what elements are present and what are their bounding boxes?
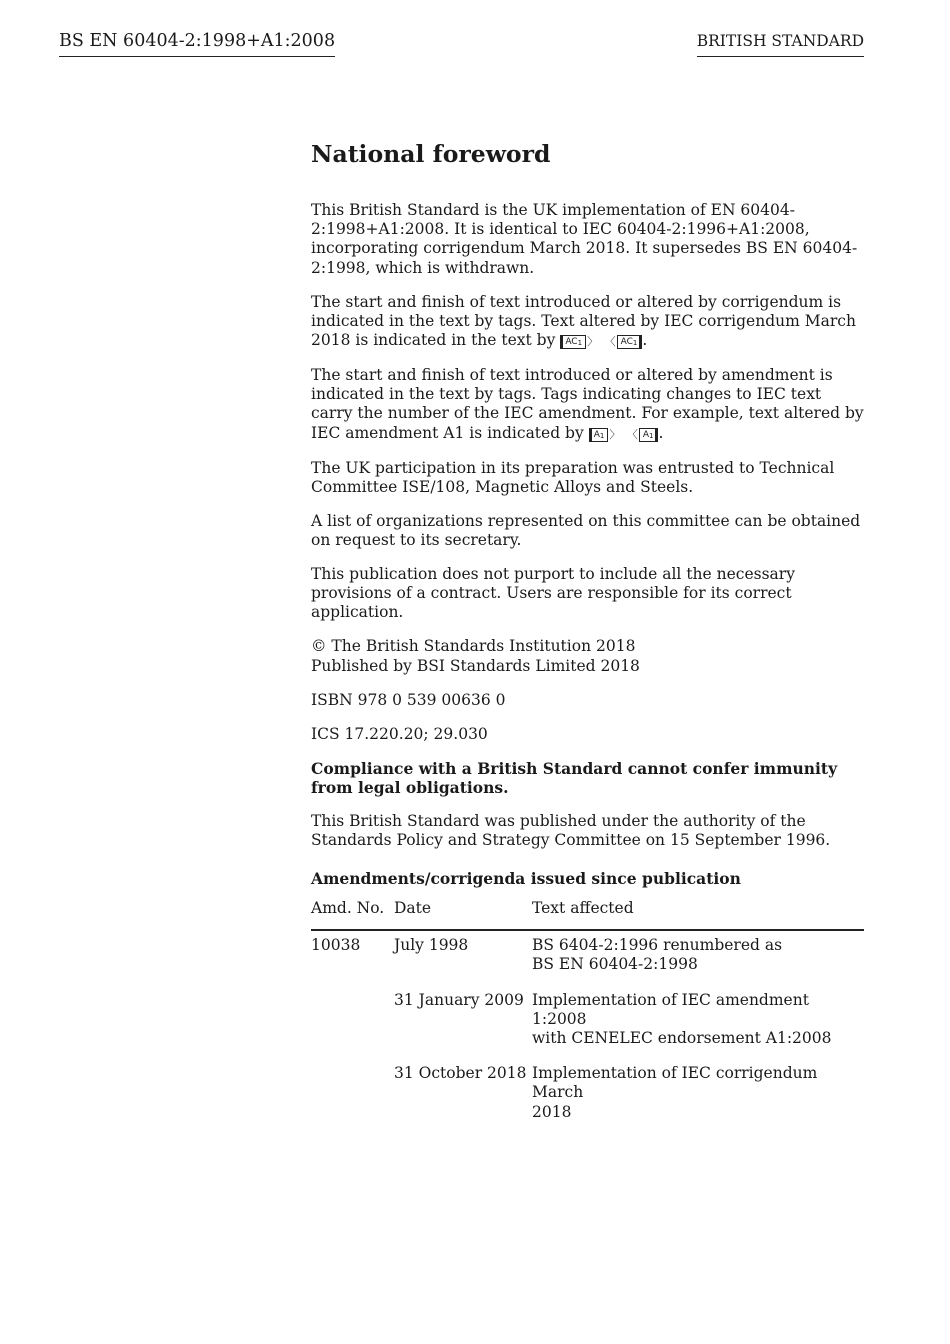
table-header-row xyxy=(311,899,864,930)
amendment-tags-paragraph: The start and finish of text introduced or altered by amendment is indicated in the text by tags. Tags indicating changes to IEC text carry the number of the IEC amendment. For example, text altered by IEC amendment A1 is indicated by $A_1$ 〉 〈 $A_1$ . xyxy=(311,366,864,442)
table-row xyxy=(311,975,864,1049)
corrigendum-tags-text: The start and finish of text introduced or altered by corrigendum is indicated in the text by tags. Text altered by IEC corrigendum March 2018 is indicated in the text by xyxy=(311,292,856,350)
table-row xyxy=(311,930,864,974)
tag-arrow-right-icon: 〉 xyxy=(587,335,599,349)
corrigendum-end-tag-icon: $AC_1$ xyxy=(617,335,643,349)
header-series-label: BRITISH STANDARD xyxy=(697,32,864,57)
provisions-paragraph: This publication does not purport to include all the necessary provisions of a contract. Users are responsible for its correct application. xyxy=(311,565,795,622)
amendments-table xyxy=(311,899,864,1122)
amd-number-cell: 10038 xyxy=(311,936,361,955)
column-header-amd-no: Amd. No. xyxy=(311,899,394,930)
corrigendum-tags-paragraph: The start and finish of text introduced or altered by corrigendum is indicated in the text by tags. Text altered by IEC corrigendum March 2018 is indicated in the text by $AC_1$ 〉 〈 $AC_1$ . xyxy=(311,292,856,350)
page-title: National foreword xyxy=(311,140,551,168)
tag-arrow-right-icon: 〉 xyxy=(609,427,621,441)
column-header-date: Date xyxy=(394,899,532,930)
text-affected-cell: Implementation of IEC amendment 1:2008 with CENELEC endorsement A1:2008 xyxy=(532,990,832,1048)
tag-arrow-left-icon: 〈 xyxy=(610,335,616,349)
national-foreword-section xyxy=(311,139,864,1122)
implementation-paragraph: This British Standard is the UK implementation of EN 60404-2:1998+A1:2008. It is identical to IEC 60404-2:1996+A1:2008, incorporating corrigendum March 2018. It supersedes BS EN 60404-2:1998, which is withdrawn. xyxy=(311,201,858,277)
amendment-tags-text: The start and finish of text introduced or altered by amendment is indicated in the text by tags. Tags indicating changes to IEC text carry the number of the IEC amendment. For example, text altered by IEC amendment A1 is indicated by xyxy=(311,366,864,442)
copyright-line: © The British Standards Institution 2018 xyxy=(311,637,636,656)
date-cell: 31 October 2018 xyxy=(394,1064,527,1083)
ics-line: ICS 17.220.20; 29.030 xyxy=(311,724,488,743)
isbn-line: ISBN 978 0 539 00636 0 xyxy=(311,690,506,709)
amendments-heading: Amendments/corrigenda issued since publication xyxy=(311,869,741,889)
text-affected-cell: BS 6404-2:1996 renumbered as BS EN 60404-2:1998 xyxy=(532,936,783,974)
header-document-number: BS EN 60404-2:1998+A1:2008 xyxy=(59,31,335,57)
amendment-start-tag-icon: $A_1$ xyxy=(589,428,609,442)
date-cell: 31 January 2009 xyxy=(394,990,524,1009)
organizations-paragraph: A list of organizations represented on this committee can be obtained on request to its secretary. xyxy=(311,511,861,550)
amendment-end-tag-icon: $A_1$ xyxy=(639,428,659,442)
compliance-statement: Compliance with a British Standard cannot confer immunity from legal obligations. xyxy=(311,758,838,797)
text-affected-cell: Implementation of IEC corrigendum March 2018 xyxy=(532,1064,818,1121)
committee-paragraph: The UK participation in its preparation was entrusted to Technical Committee ISE/108, Magnetic Alloys and Steels. xyxy=(311,458,835,496)
tag-arrow-left-icon: 〈 xyxy=(632,427,638,441)
date-cell: July 1998 xyxy=(394,936,469,955)
published-line: Published by BSI Standards Limited 2018 xyxy=(311,656,640,675)
corrigendum-start-tag-icon: $AC_1$ xyxy=(560,335,586,349)
column-header-text-affected: Text affected xyxy=(532,899,864,930)
authority-paragraph: This British Standard was published under the authority of the Standards Policy and Strategy Committee on 15 September 1996. xyxy=(311,811,831,850)
copyright-block xyxy=(311,637,864,675)
table-row xyxy=(311,1048,864,1122)
amd-number-cell xyxy=(311,1048,394,1122)
amd-number-cell xyxy=(311,975,394,1049)
